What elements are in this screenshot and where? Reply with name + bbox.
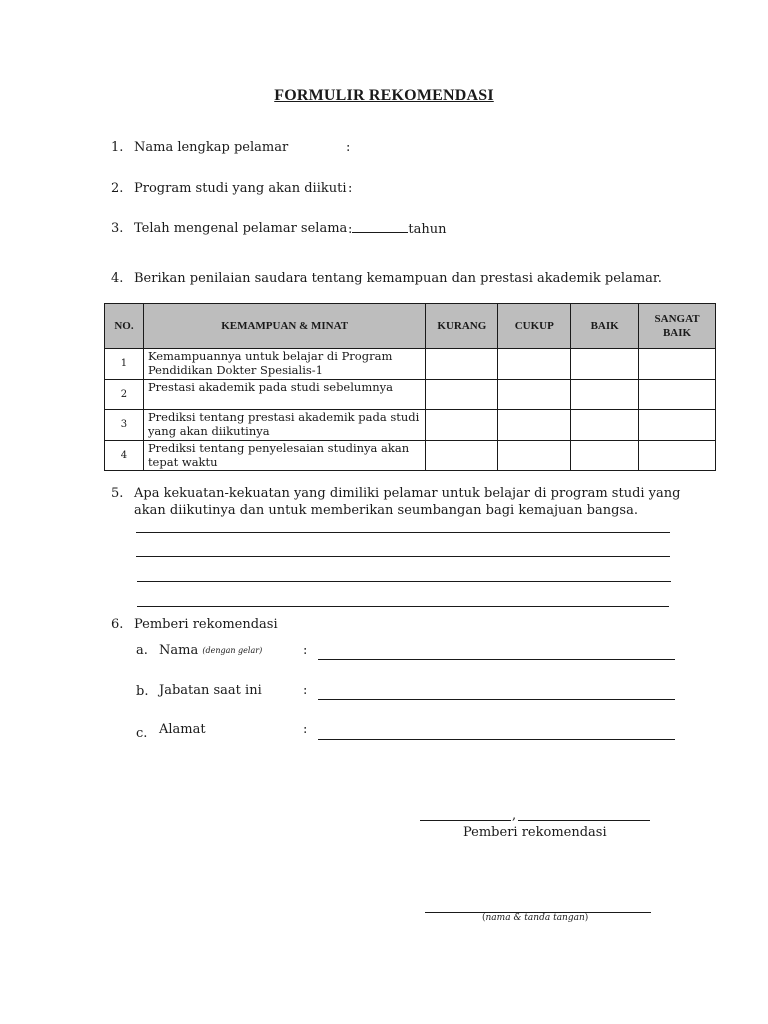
answer-line-3[interactable] — [137, 581, 671, 582]
row-number: 3 — [105, 410, 144, 441]
rating-cell-sangat-baik[interactable] — [639, 410, 716, 441]
rating-cell-baik[interactable] — [571, 380, 639, 410]
item-1-number: 1. — [111, 140, 124, 155]
header-kurang: KURANG — [426, 304, 498, 349]
signature-note: (nama & tanda tangan) — [482, 913, 589, 923]
rating-cell-baik[interactable] — [571, 410, 639, 441]
place-date-comma: , — [512, 808, 517, 823]
rating-cell-cukup[interactable] — [498, 380, 571, 410]
rating-cell-kurang[interactable] — [426, 380, 498, 410]
rating-cell-kurang[interactable] — [426, 349, 498, 380]
row-description: Prediksi tentang prestasi akademik pada studi yang akan diikutinya — [143, 410, 425, 441]
rating-cell-baik[interactable] — [571, 441, 639, 471]
answer-line-2[interactable] — [136, 556, 670, 557]
years-blank-line[interactable] — [352, 221, 408, 233]
sub-b-label: Jabatan saat ini — [159, 683, 262, 698]
signature-caption: Pemberi rekomendasi — [463, 825, 607, 840]
rating-cell-cukup[interactable] — [498, 441, 571, 471]
header-sangat-baik: SANGAT BAIK — [639, 304, 716, 349]
header-cukup: CUKUP — [498, 304, 571, 349]
sub-a-label: Nama $^{(dengan gelar)}$ — [159, 643, 263, 658]
sub-b-letter: b. — [136, 684, 149, 699]
answer-line-1[interactable] — [136, 532, 670, 533]
rating-cell-kurang[interactable] — [426, 441, 498, 471]
sub-a-letter: a. — [136, 643, 148, 658]
item-5-number: 5. — [111, 486, 124, 501]
name-input-line[interactable] — [318, 659, 675, 660]
sub-a-note: (dengan gelar) — [202, 646, 263, 655]
item-2-colon: : — [348, 181, 353, 196]
date-input-line[interactable] — [518, 820, 650, 821]
rating-cell-sangat-baik[interactable] — [639, 380, 716, 410]
rating-cell-kurang[interactable] — [426, 410, 498, 441]
rating-cell-baik[interactable] — [571, 349, 639, 380]
item-3-colon: : — [348, 222, 353, 237]
rating-cell-sangat-baik[interactable] — [639, 441, 716, 471]
item-3-number: 3. — [111, 221, 124, 236]
item-6-number: 6. — [111, 617, 124, 632]
form-title: FORMULIR REKOMENDASI — [274, 87, 494, 104]
rating-cell-cukup[interactable] — [498, 410, 571, 441]
table-row — [105, 441, 716, 471]
rating-cell-sangat-baik[interactable] — [639, 349, 716, 380]
item-1-label: Nama lengkap pelamar — [134, 140, 289, 155]
item-2-label: Program studi yang akan diikuti — [134, 181, 347, 196]
item-2-number: 2. — [111, 181, 124, 196]
position-input-line[interactable] — [318, 699, 675, 700]
item-5-line-2: akan diikutinya dan untuk memberikan seumbangan bagi kemajuan bangsa. — [134, 503, 638, 518]
sub-c-label: Alamat — [159, 722, 206, 737]
sub-c-colon: : — [303, 722, 308, 737]
item-3-label: Telah mengenal pelamar selama — [134, 221, 348, 236]
answer-line-4[interactable] — [137, 606, 669, 607]
table-row — [105, 410, 716, 441]
row-number: 1 — [105, 349, 144, 380]
item-4-number: 4. — [111, 271, 124, 286]
item-1-colon: : — [346, 140, 351, 155]
row-description: Prediksi tentang penyelesaian studinya akan tepat waktu — [143, 441, 425, 471]
header-ability: KEMAMPUAN & MINAT — [143, 304, 425, 349]
sub-a-colon: : — [303, 643, 308, 658]
row-description: Kemampuannya untuk belajar di Program Pendidikan Dokter Spesialis-1 — [143, 349, 425, 380]
table-row — [105, 349, 716, 380]
item-4-label: Berikan penilaian saudara tentang kemampuan dan prestasi akademik pelamar. — [134, 271, 662, 286]
header-baik: BAIK — [571, 304, 639, 349]
row-number: 2 — [105, 380, 144, 410]
sub-b-colon: : — [303, 683, 308, 698]
rating-table — [104, 303, 716, 471]
address-input-line[interactable] — [318, 739, 675, 740]
item-5-line-1: Apa kekuatan-kekuatan yang dimiliki pelamar untuk belajar di program studi yang — [134, 486, 681, 501]
item-3-suffix: tahun — [408, 222, 447, 237]
row-description: Prestasi akademik pada studi sebelumnya — [143, 380, 425, 410]
header-no: NO. — [105, 304, 144, 349]
table-header-row — [105, 304, 716, 349]
table-row — [105, 380, 716, 410]
row-number: 4 — [105, 441, 144, 471]
item-6-label: Pemberi rekomendasi — [134, 617, 278, 632]
place-input-line[interactable] — [420, 820, 511, 821]
rating-cell-cukup[interactable] — [498, 349, 571, 380]
sub-c-letter: c. — [136, 726, 148, 741]
